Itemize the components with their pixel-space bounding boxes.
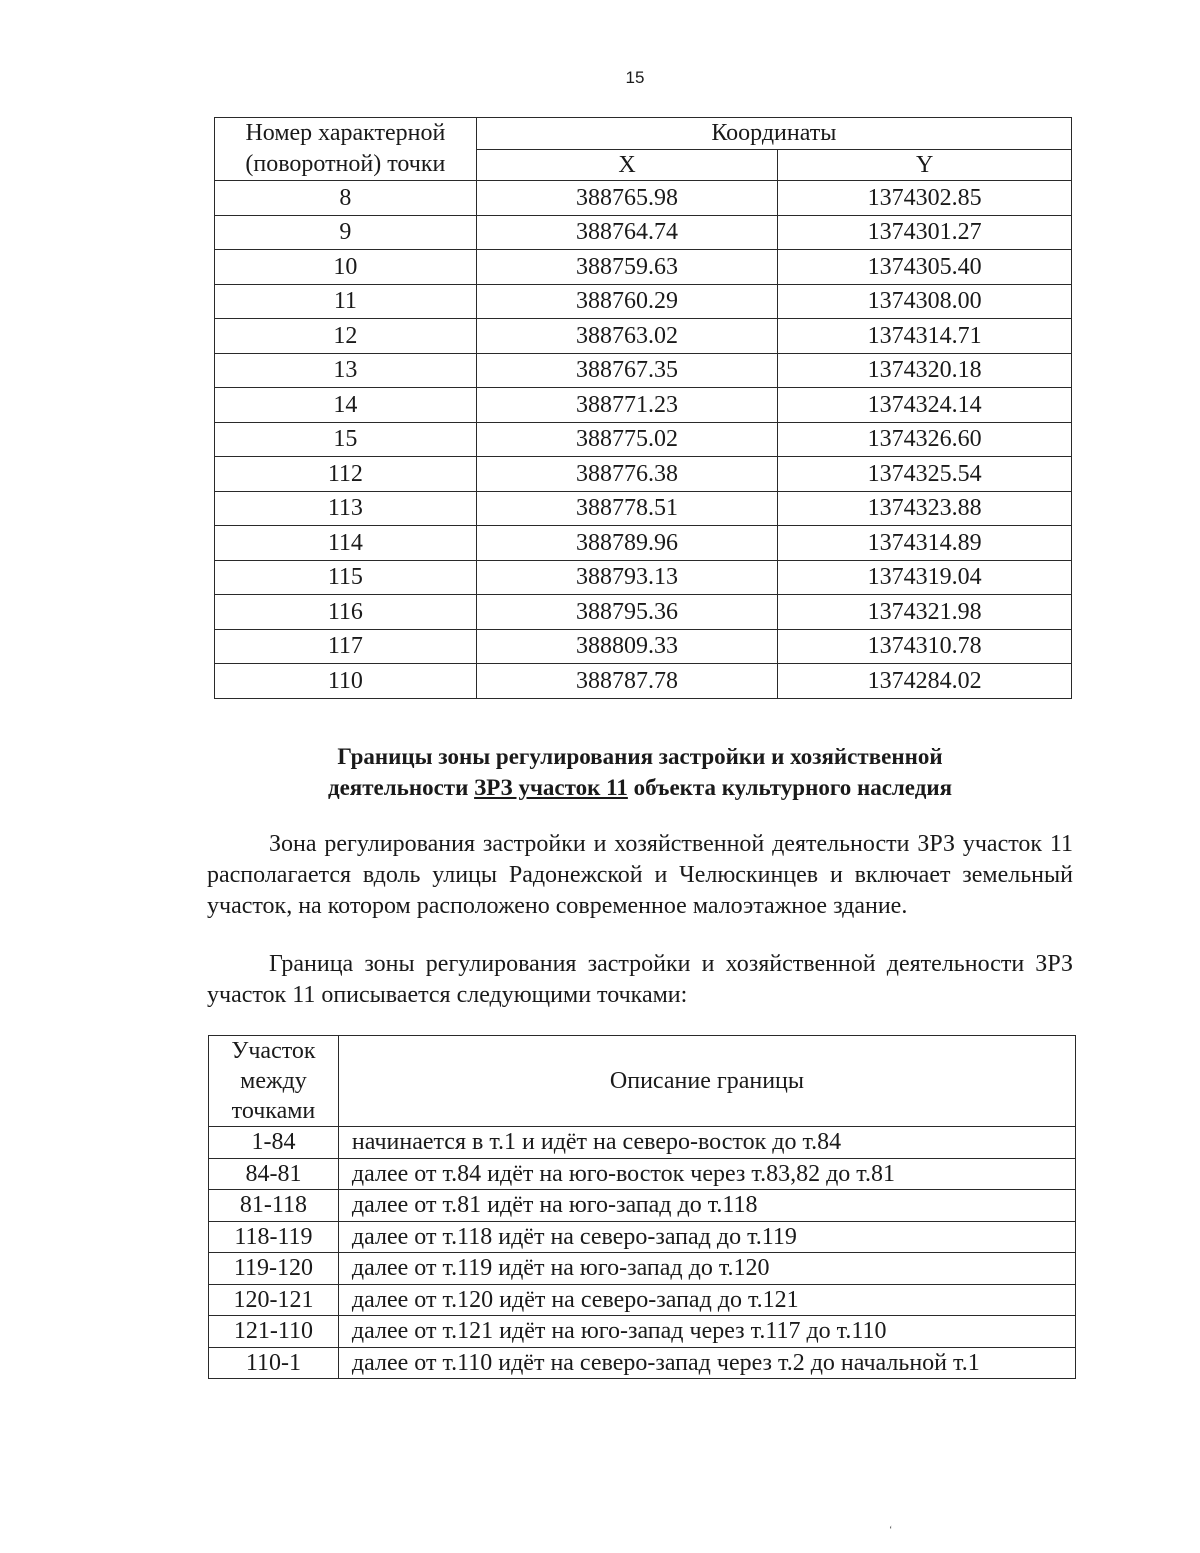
x-column-header: X [476,149,778,181]
y-coordinate-cell: 1374314.71 [778,319,1072,354]
segment-cell: 1-84 [209,1127,339,1159]
boundary-table [208,1035,1076,1379]
coordinates-row [215,319,1072,354]
page-number: 15 [625,68,645,87]
coordinates-table [214,117,1072,699]
segment-cell: 118-119 [209,1221,339,1253]
coordinates-row [215,560,1072,595]
heading-line2-prefix: деятельности [327,775,475,800]
coordinates-row [215,526,1072,561]
boundary-description-cell: далее от т.119 идёт на юго-запад до т.120 [338,1253,1075,1285]
y-coordinate-cell: 1374308.00 [778,284,1072,319]
coordinates-body [215,181,1072,699]
segment-cell: 119-120 [209,1253,339,1285]
boundary-row [209,1158,1076,1190]
x-coordinate-cell: 388787.78 [476,664,778,699]
x-coordinate-cell: 388778.51 [476,491,778,526]
boundary-description-cell: далее от т.110 идёт на северо-запад через т.2 до начальной т.1 [338,1347,1075,1379]
heading-line1: Границы зоны регулирования застройки и хозяйственной [337,744,943,769]
y-coordinate-cell: 1374320.18 [778,353,1072,388]
coordinates-row [215,664,1072,699]
y-coordinate-cell: 1374321.98 [778,595,1072,630]
point-number-cell: 12 [215,319,477,354]
paragraph-1-text: Зона регулирования застройки и хозяйственной деятельности ЗРЗ участок 11 располагается вдоль улицы Радонежской и Челюскинцев и включает земельный участок, на котором расположено современное малоэтажное здание. [207,831,1073,919]
paragraph-boundary-intro [207,949,1073,1011]
point-number-cell: 114 [215,526,477,561]
boundary-body [209,1127,1076,1379]
segment-column-header [209,1036,339,1127]
coordinates-row [215,250,1072,285]
segment-cell: 120-121 [209,1284,339,1316]
point-number-cell: 10 [215,250,477,285]
y-coordinate-cell: 1374323.88 [778,491,1072,526]
x-coordinate-cell: 388767.35 [476,353,778,388]
segment-header-line3: точками [231,1098,316,1124]
x-coordinate-cell: 388775.02 [476,422,778,457]
point-number-cell: 9 [215,215,477,250]
coordinates-row [215,457,1072,492]
segment-header-line1: Участок [231,1038,316,1064]
boundary-description-cell: далее от т.120 идёт на северо-запад до т.121 [338,1284,1075,1316]
y-coordinate-cell: 1374319.04 [778,560,1072,595]
boundary-description-cell: далее от т.118 идёт на северо-запад до т.119 [338,1221,1075,1253]
y-column-header: Y [778,149,1072,181]
point-number-cell: 11 [215,284,477,319]
coordinates-row [215,181,1072,216]
section-heading [200,741,1080,803]
heading-line2-suffix: объекта культурного наследия [627,775,953,800]
coordinates-row [215,422,1072,457]
boundary-row [209,1347,1076,1379]
point-number-cell: 15 [215,422,477,457]
coordinates-group-header: Координаты [476,118,1071,150]
x-coordinate-cell: 388764.74 [476,215,778,250]
boundary-row [209,1221,1076,1253]
x-coordinate-cell: 388793.13 [476,560,778,595]
point-number-cell: 117 [215,629,477,664]
point-header-line2: (поворотной) точки [245,151,446,177]
coordinates-row [215,388,1072,423]
boundary-description-cell: далее от т.81 идёт на юго-запад до т.118 [338,1190,1075,1222]
segment-cell: 121-110 [209,1316,339,1348]
coordinates-row [215,353,1072,388]
x-coordinate-cell: 388776.38 [476,457,778,492]
y-coordinate-cell: 1374310.78 [778,629,1072,664]
y-coordinate-cell: 1374324.14 [778,388,1072,423]
boundary-description-cell: далее от т.121 идёт на юго-запад через т.117 до т.110 [338,1316,1075,1348]
boundary-row [209,1253,1076,1285]
point-number-cell: 8 [215,181,477,216]
description-column-header: Описание границы [338,1036,1075,1127]
segment-cell: 81-118 [209,1190,339,1222]
boundary-row [209,1284,1076,1316]
coordinates-row [215,215,1072,250]
heading-zone-name: ЗРЗ участок 11 [474,775,628,800]
y-coordinate-cell: 1374305.40 [778,250,1072,285]
point-header-line1: Номер характерной [245,120,446,146]
scan-mark: ‘ [889,1525,893,1536]
point-number-cell: 113 [215,491,477,526]
x-coordinate-cell: 388809.33 [476,629,778,664]
y-coordinate-cell: 1374302.85 [778,181,1072,216]
x-coordinate-cell: 388759.63 [476,250,778,285]
point-number-cell: 110 [215,664,477,699]
segment-header-line2: между [240,1068,307,1094]
x-coordinate-cell: 388765.98 [476,181,778,216]
boundary-row [209,1316,1076,1348]
y-coordinate-cell: 1374301.27 [778,215,1072,250]
boundary-header-row [209,1036,1076,1127]
heading-line2 [200,772,1080,803]
boundary-description-cell: далее от т.84 идёт на юго-восток через т.83,82 до т.81 [338,1158,1075,1190]
point-number-cell: 14 [215,388,477,423]
point-number-cell: 112 [215,457,477,492]
boundary-row [209,1190,1076,1222]
paragraph-2-text: Граница зоны регулирования застройки и хозяйственной деятельности ЗРЗ участок 11 описывается следующими точками: [207,951,1073,1008]
coordinates-row [215,595,1072,630]
x-coordinate-cell: 388760.29 [476,284,778,319]
x-coordinate-cell: 388789.96 [476,526,778,561]
point-number-cell: 13 [215,353,477,388]
y-coordinate-cell: 1374326.60 [778,422,1072,457]
x-coordinate-cell: 388763.02 [476,319,778,354]
x-coordinate-cell: 388795.36 [476,595,778,630]
point-column-header [215,118,477,181]
paragraph-zone-description [207,829,1073,922]
y-coordinate-cell: 1374325.54 [778,457,1072,492]
coordinates-header-row [215,118,1072,150]
coordinates-row [215,629,1072,664]
coordinates-row [215,491,1072,526]
y-coordinate-cell: 1374284.02 [778,664,1072,699]
point-number-cell: 116 [215,595,477,630]
boundary-row [209,1127,1076,1159]
segment-cell: 84-81 [209,1158,339,1190]
boundary-description-cell: начинается в т.1 и идёт на северо-восток до т.84 [338,1127,1075,1159]
segment-cell: 110-1 [209,1347,339,1379]
x-coordinate-cell: 388771.23 [476,388,778,423]
point-number-cell: 115 [215,560,477,595]
y-coordinate-cell: 1374314.89 [778,526,1072,561]
coordinates-row [215,284,1072,319]
